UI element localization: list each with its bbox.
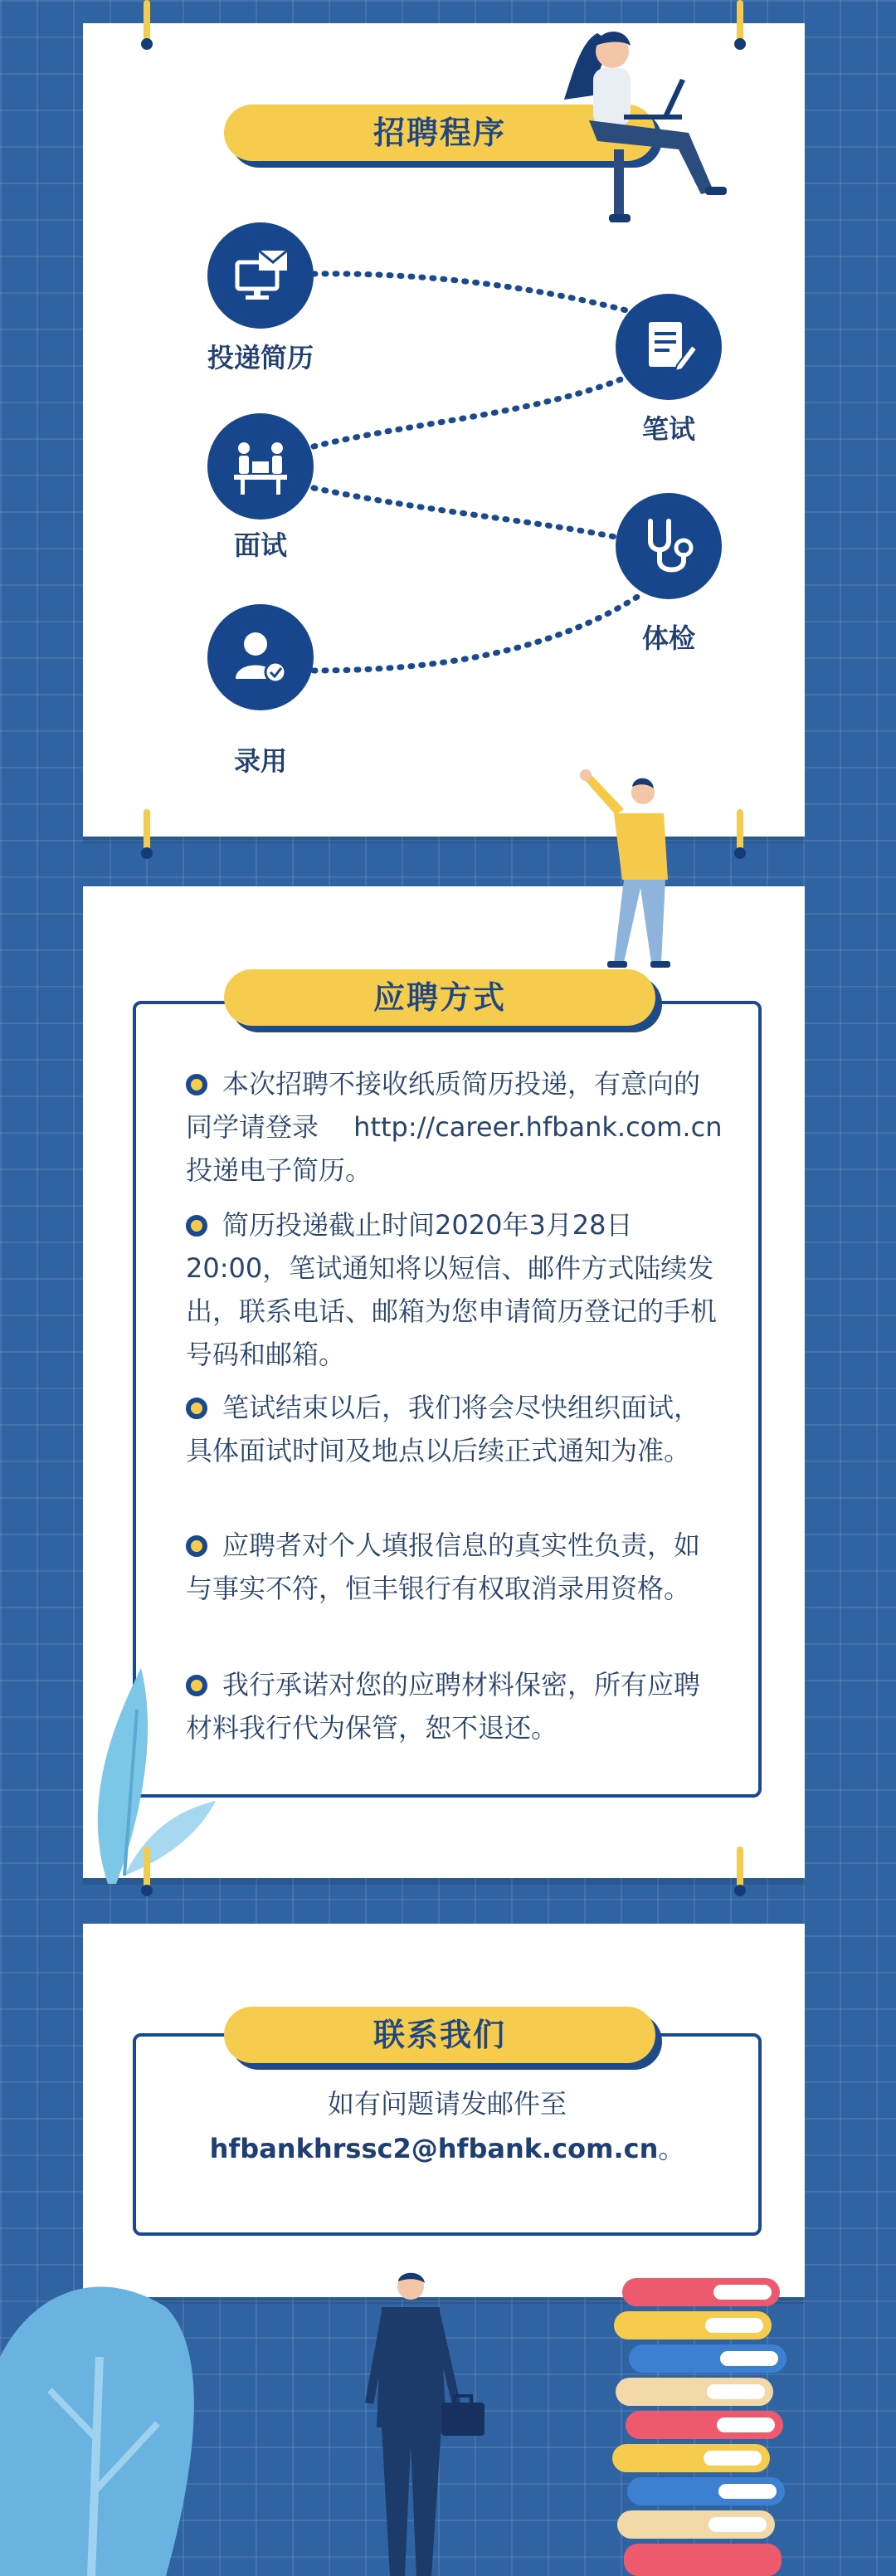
- woman-laptop-illustration: [548, 17, 738, 232]
- application-item-5: 我行承诺对您的应聘材料保密，所有应聘材料我行代为保管，恕不退还。: [186, 1669, 701, 1744]
- step-label-written-test: 笔试: [641, 413, 695, 445]
- pin-top-left: [141, 0, 153, 50]
- businessman-illustration: [348, 2270, 506, 2576]
- application-box: [133, 1001, 762, 1798]
- contact-title-ribbon: [224, 2007, 655, 2063]
- stethoscope-icon: [635, 513, 702, 579]
- bullet-icon: [186, 1398, 207, 1419]
- step-label-health-check: 体检: [641, 622, 695, 654]
- man-pointing-illustration: [564, 764, 689, 979]
- step-interview: [207, 413, 314, 520]
- email-monitor-icon: [227, 242, 294, 309]
- step-label-interview: 面试: [233, 529, 287, 561]
- bullet-icon: [186, 1074, 207, 1095]
- process-title: 招聘程序: [373, 115, 506, 151]
- application-title: 应聘方式: [373, 979, 506, 1016]
- bullet-icon: [186, 1535, 207, 1557]
- step-label-hired: 录用: [233, 745, 287, 777]
- books-stack-illustration: [606, 2278, 788, 2576]
- application-item-3: 笔试结束以后，我们将会尽快组织面试，具体面试时间及地点以后续正式通知为准。: [186, 1392, 701, 1466]
- pin-card3-right: [734, 1847, 746, 1896]
- pin-top-right: [734, 0, 746, 50]
- step-submit-resume: [207, 222, 314, 329]
- application-item-1: 本次招聘不接收纸质简历投递，有意向的同学请登录 http://career.hfbank.com.cn 投递电子简历。: [186, 1068, 749, 1186]
- step-label-submit-resume: 投递简历: [207, 342, 314, 373]
- document-pen-icon: [635, 314, 702, 380]
- pin-card2-left: [141, 809, 153, 859]
- step-written-test: [616, 294, 722, 400]
- bullet-icon: [186, 1215, 207, 1237]
- contact-title: 联系我们: [373, 2017, 506, 2053]
- application-item-4: 应聘者对个人填报信息的真实性负责，如与事实不符，恒丰银行有权取消录用资格。: [186, 1530, 701, 1604]
- plant-decoration: [0, 2241, 224, 2576]
- step-health-check: [616, 493, 722, 599]
- step-hired: [207, 604, 314, 710]
- user-check-icon: [227, 624, 294, 690]
- application-item-2: 简历投递截止时间2020年3月28日20:00，笔试通知将以短信、邮件方式陆续发出，联系电话、邮箱为您申请简历登记的手机号码和邮箱。: [186, 1209, 718, 1370]
- contact-email-line: hfbankhrssc2@hfbank.com.cn。: [209, 2133, 685, 2164]
- contact-email[interactable]: hfbankhrssc2@hfbank.com.cn: [209, 2133, 659, 2164]
- contact-box: [133, 2033, 762, 2236]
- contact-intro: 如有问题请发邮件至: [327, 2088, 567, 2120]
- pin-card2-right: [734, 809, 746, 859]
- interview-icon: [227, 433, 294, 500]
- pin-card3-left: [141, 1847, 153, 1896]
